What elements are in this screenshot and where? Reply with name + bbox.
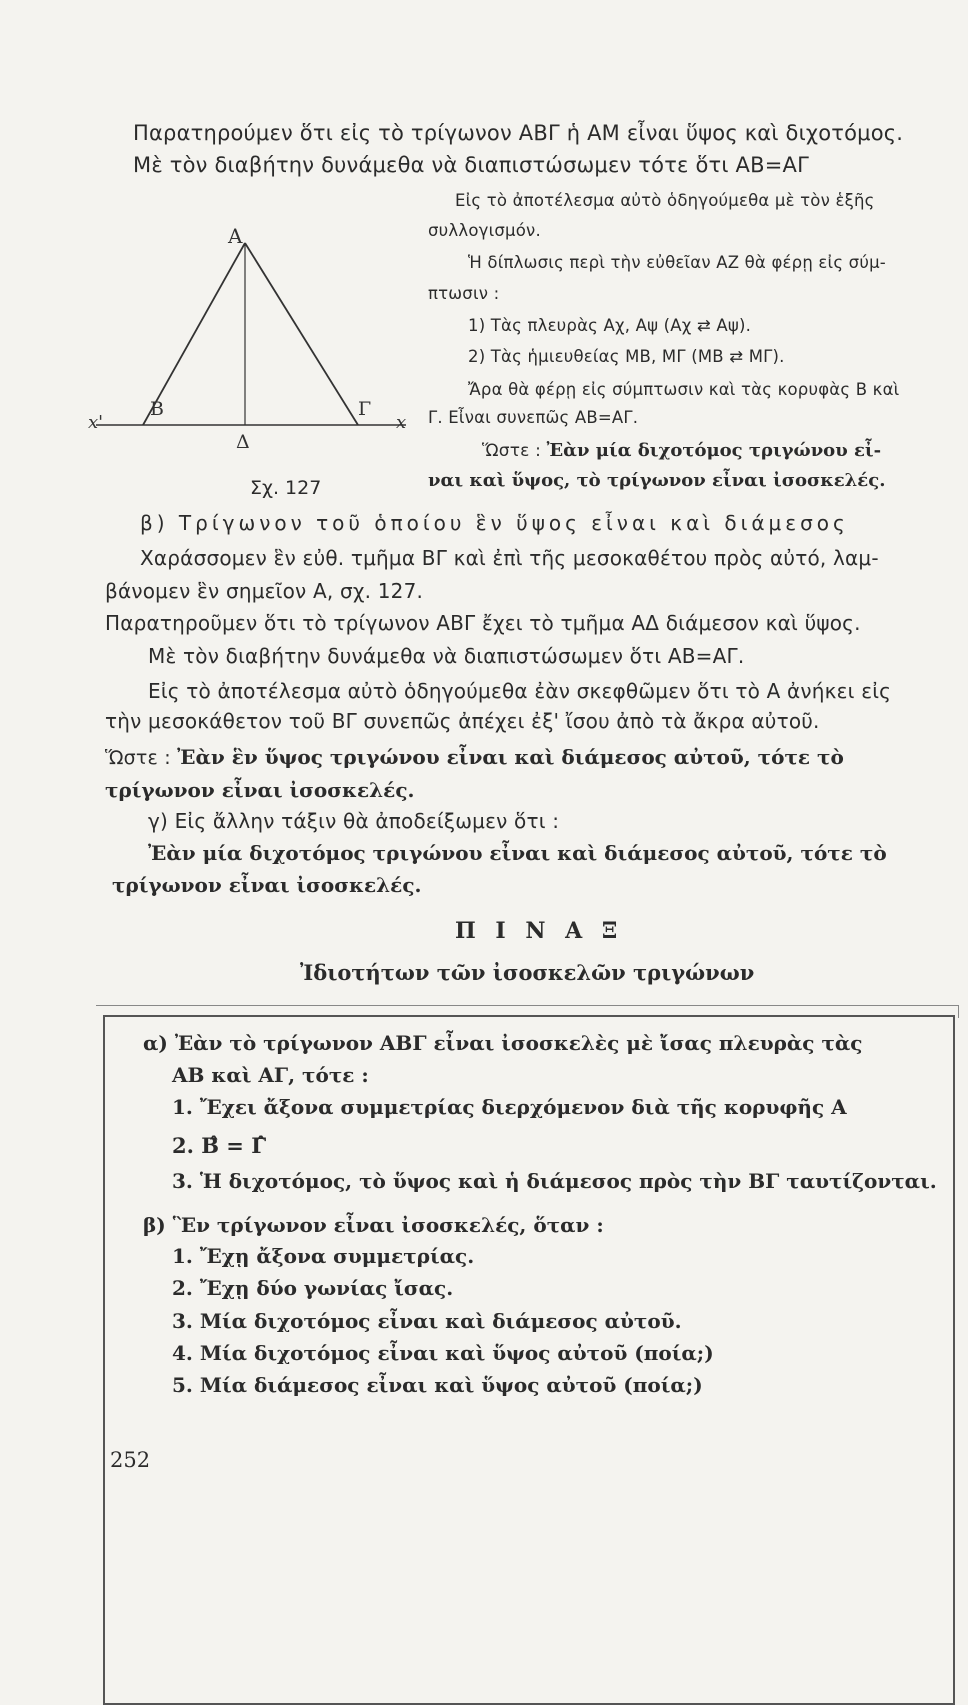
section-b-line-8: τρίγωνον εἶναι ἰσοσκελές. — [105, 778, 415, 802]
side-line-8: Γ. Εἶναι συνεπῶς ΑΒ=ΑΓ. — [428, 408, 639, 427]
side-line-9-prefix: Ὥστε : — [482, 441, 547, 461]
label-d: Δ — [236, 431, 250, 453]
label-g: Γ — [358, 398, 372, 420]
intro-line-1: Παρατηρούμεν ὅτι εἰς τὸ τρίγωνον ΑΒΓ ἡ ΑΜ εἶναι ὕψος καὶ διχοτόμος. — [133, 121, 904, 145]
section-b-line-6: τὴν μεσοκάθετον τοῦ ΒΓ συνεπῶς ἀπέχει ἐξ' ἴσου ἀπὸ τὰ ἄκρα αὐτοῦ. — [105, 709, 820, 733]
table-b-item-2: 2. Ἔχῃ δύο γωνίας ἴσας. — [172, 1276, 454, 1300]
table-b-line-1: β) Ἓν τρίγωνον εἶναι ἰσοσκελές, ὅταν : — [143, 1213, 604, 1237]
table-b-item-1: 1. Ἔχῃ ἄξονα συμμετρίας. — [172, 1244, 475, 1268]
table-b-item-4: 4. Μία διχοτόμος εἶναι καὶ ὕψος αὐτοῦ (ποία;) — [172, 1341, 714, 1365]
label-b: Β — [150, 398, 164, 420]
section-b-line-4: Μὲ τὸν διαβήτην δυνάμεθα νὰ διαπιστώσωμεν ὅτι ΑΒ=ΑΓ. — [148, 644, 745, 668]
table-heading: Π Ι Ν Α Ξ — [455, 918, 624, 944]
section-b-line-1: Χαράσσομεν ἓν εὐθ. τμῆμα ΒΓ καὶ ἐπὶ τῆς μεσοκαθέτου πρὸς αὐτό, λαμ- — [140, 546, 879, 570]
label-a: Α — [228, 224, 243, 248]
label-x-prime: x' — [88, 412, 104, 433]
side-line-1: Εἰς τὸ ἀποτέλεσμα αὐτὸ ὁδηγούμεθα μὲ τὸν ἑξῆς — [455, 191, 875, 210]
side-ag — [245, 243, 358, 425]
page-number: 252 — [110, 1448, 151, 1472]
section-c-line-1: γ) Εἰς ἄλλην τάξιν θὰ ἀποδείξωμεν ὅτι : — [148, 809, 560, 833]
side-line-10: ναι καὶ ὕψος, τὸ τρίγωνον εἶναι ἰσοσκελές. — [428, 470, 886, 491]
section-b-line-5: Εἰς τὸ ἀποτέλεσμα αὐτὸ ὁδηγούμεθα ἐὰν σκεφθῶμεν ὅτι τὸ Α ἀνήκει εἰς — [148, 679, 892, 703]
side-line-3: Ἡ δίπλωσις περὶ τὴν εὐθεῖαν ΑΖ θὰ φέρῃ εἰς σύμ- — [468, 253, 886, 272]
section-b-line-7-prefix: Ὥστε : — [105, 747, 178, 769]
table-b-item-5: 5. Μία διάμεσος εἶναι καὶ ὕψος αὐτοῦ (ποία;) — [172, 1373, 703, 1397]
section-c-line-3: τρίγωνον εἶναι ἰσοσκελές. — [112, 873, 422, 897]
triangle-figure — [88, 215, 418, 505]
side-line-6: 2) Τὰς ἡμιευθείας ΜΒ, ΜΓ (ΜΒ ⇄ ΜΓ). — [468, 347, 785, 366]
section-b-title: β) Τρίγωνον τοῦ ὁποίου ἓν ὕψος εἶναι καὶ διάμεσος — [140, 511, 849, 535]
table-b-item-3: 3. Μία διχοτόμος εἶναι καὶ διάμεσος αὐτοῦ. — [172, 1309, 682, 1333]
section-b-line-7-bold: Ἐὰν ἓν ὕψος τριγώνου εἶναι καὶ διάμεσος αὐτοῦ, τότε τὸ — [177, 745, 844, 769]
side-line-9 — [482, 438, 881, 464]
intro-line-2: Μὲ τὸν διαβήτην δυνάμεθα νὰ διαπιστώσωμεν τότε ὅτι ΑΒ=ΑΓ — [133, 153, 809, 177]
table-a-line-2: ΑΒ καὶ ΑΓ, τότε : — [172, 1063, 369, 1087]
side-line-2: συλλογισμόν. — [428, 221, 541, 240]
section-b-line-7 — [105, 744, 844, 771]
side-line-5: 1) Τὰς πλευρὰς Αχ, Αψ (Αχ ⇄ Αψ). — [468, 316, 752, 335]
table-a-item-1: 1. Ἔχει ἄξονα συμμετρίας διερχόμενον διὰ τῆς κορυφῆς Α — [172, 1095, 847, 1119]
section-b-line-2: βάνομεν ἓν σημεῖον Α, σχ. 127. — [105, 579, 424, 603]
figure-caption: Σχ. 127 — [250, 477, 322, 499]
table-a-line-1: α) Ἐὰν τὸ τρίγωνον ΑΒΓ εἶναι ἰσοσκελὲς μὲ ἴσας πλευρὰς τὰς — [143, 1031, 863, 1055]
side-line-4: πτωσιν : — [428, 284, 500, 303]
table-a-item-3: 3. Ἡ διχοτόμος, τὸ ὕψος καὶ ἡ διάμεσος πρὸς τὴν ΒΓ ταυτίζονται. — [172, 1169, 937, 1193]
table-subheading: Ἰδιοτήτων τῶν ἰσοσκελῶν τριγώνων — [300, 960, 755, 985]
table-a-item-2: 2. Β̂ = Γ̂ — [172, 1133, 267, 1158]
section-b-line-3: Παρατηροῦμεν ὅτι τὸ τρίγωνον ΑΒΓ ἔχει τὸ τμῆμα ΑΔ διάμεσον καὶ ὕψος. — [105, 611, 861, 635]
side-line-9-bold: Ἐὰν μία διχοτόμος τριγώνου εἶ- — [546, 440, 882, 461]
label-x: x — [396, 412, 407, 433]
section-c-line-2: Ἐὰν μία διχοτόμος τριγώνου εἶναι καὶ διάμεσος αὐτοῦ, τότε τὸ — [148, 841, 887, 865]
side-line-7: Ἄρα θὰ φέρῃ εἰς σύμπτωσιν καὶ τὰς κορυφὰς Β καὶ — [468, 380, 900, 399]
